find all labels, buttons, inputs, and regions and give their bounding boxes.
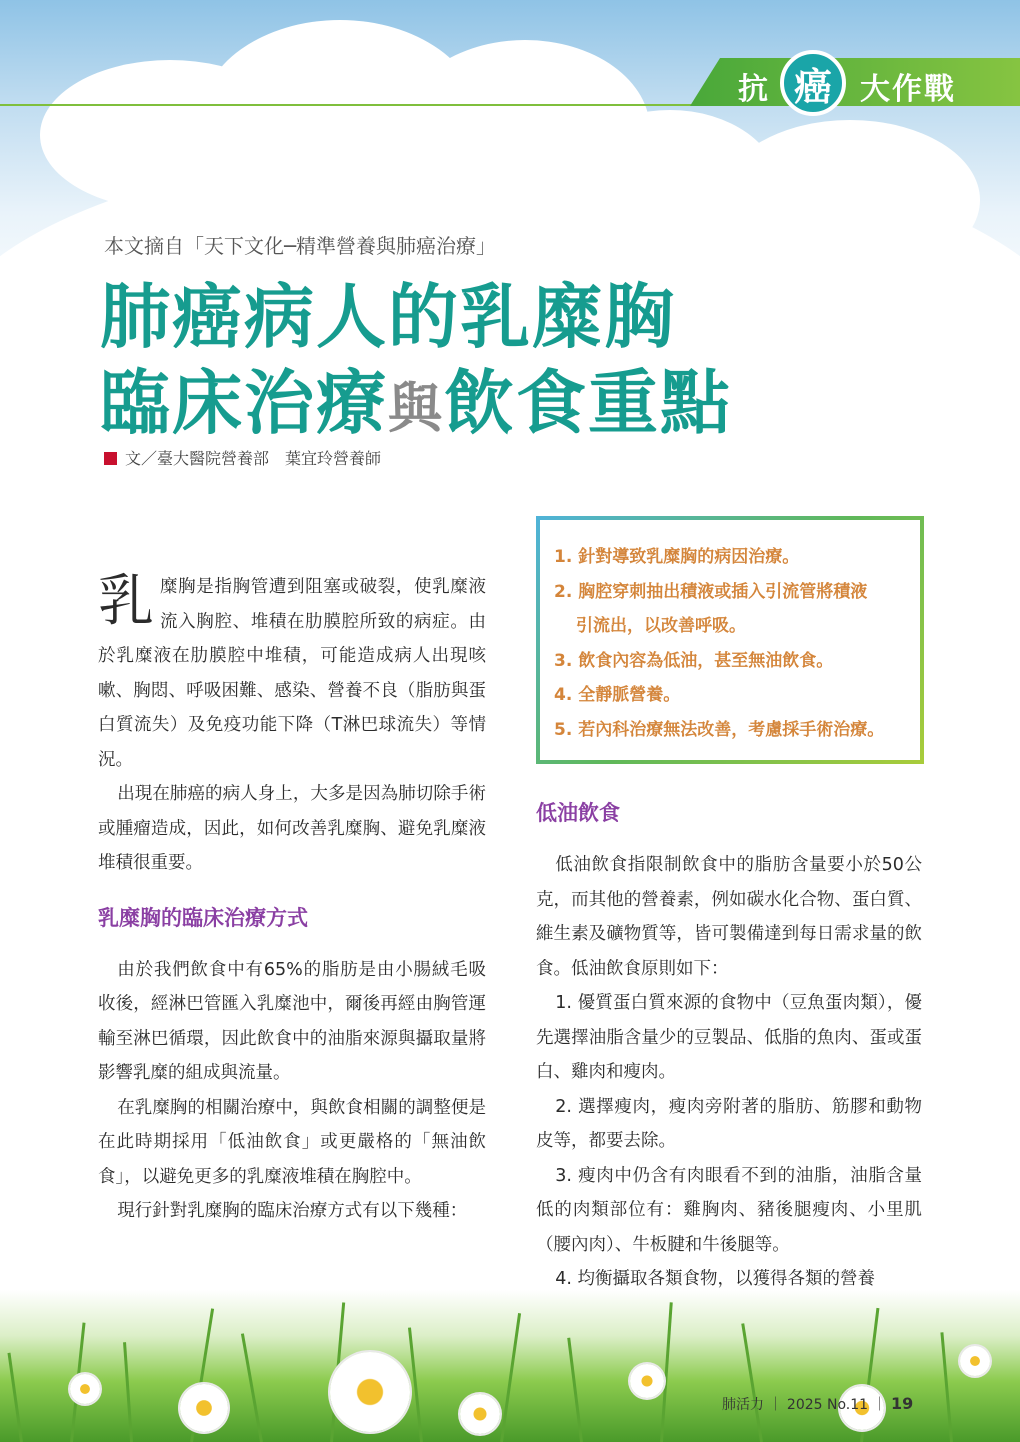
title-connector: 與 [388,377,444,440]
paragraph: 現行針對乳糜胸的臨床治療方式有以下幾種： [117,1201,468,1221]
section-heading: 低油飲食 [536,801,620,825]
daisy-flower [630,1364,664,1398]
page-number: 19 [890,1394,914,1413]
title-part-a: 臨床治療 [100,362,388,444]
article-title [100,274,732,452]
page-footer: 肺活力 ｜ 2025 No.11 ｜ 19 [722,1394,914,1413]
grass-blade [567,1338,583,1442]
left-column [98,570,486,1229]
treatment-list-box [536,516,924,764]
title-line-2 [100,360,732,452]
magazine-name: 肺活力 [722,1397,764,1413]
treatment-item-3: 3. 飲食內容為低油，甚至無油飲食。 [554,650,834,671]
title-part-b: 飲食重點 [444,362,732,444]
daisy-flower [70,1374,100,1404]
paragraph: 2. 選擇瘦肉，瘦肉旁附著的脂肪、筋膠和動物皮等，都要去除。 [536,1096,922,1151]
author-line [104,446,381,469]
source-note: 本文摘自「天下文化─精準營養與肺癌治療」 [104,234,497,258]
issue-number: 2025 No.11 [786,1397,869,1413]
section-badge: 癌 [780,50,846,116]
paragraph: 出現在肺癌的病人身上，大多是因為肺切除手術或腫瘤造成，因此，如何改善乳糜胸、避免乳糜液堆積很重要。 [98,784,486,873]
paragraph: 在乳糜胸的相關治療中，與飲食相關的調整便是在此時期採用「低油飲食」或更嚴格的「無油飲食」，以避免更多的乳糜液堆積在胸腔中。 [98,1097,486,1187]
paragraph-text: 糜胸是指胸管遭到阻塞或破裂，使乳糜液流入胸腔、堆積在肋膜腔所致的病症。由於乳糜液在肋膜腔中堆積，可能造成病人出現咳嗽、胸悶、呼吸困難、感染、營養不良（脂肪與蛋白質流失）及免疫功能下降（T淋巴球流失）等情況。 [98,577,486,770]
grass-blade [741,1323,763,1442]
daisy-flower [180,1384,228,1432]
title-line-1: 肺癌病人的乳糜胸 [100,276,676,358]
section-heading: 乳糜胸的臨床治療方式 [98,905,308,930]
daisy-flower [960,1346,990,1376]
treatment-item-2-cont: 引流出，以改善呼吸。 [576,616,746,636]
author-marker-icon [104,452,117,465]
grass-blade [940,1332,953,1442]
grass-blade [500,1313,521,1442]
paragraph: 低油飲食指限制飲食中的脂肪含量要小於50公克，而其他的營養素，例如碳水化合物、蛋白質、維生素及礦物質等，皆可製備達到每日需求量的飲食。低油飲食原則如下： [536,855,922,979]
grass-blade [241,1333,263,1442]
treatment-item-4: 4. 全靜脈營養。 [554,685,681,705]
right-column [536,792,922,1297]
treatment-item-1: 1. 針對導致乳糜胸的病因治療。 [554,547,800,567]
paragraph: 由於我們飲食中有65%的脂肪是由小腸絨毛吸收後，經淋巴管匯入乳糜池中，爾後再經由胸管運輸至淋巴循環，因此飲食中的油脂來源與攝取量將影響乳糜的組成與流量。 [98,959,486,1083]
author-text: 文／臺大醫院營養部 葉宜玲營養師 [125,449,382,468]
paragraph: 1. 優質蛋白質來源的食物中（豆魚蛋肉類），優先選擇油脂含量少的豆製品、低脂的魚肉、蛋或蛋白、雞肉和瘦肉。 [536,993,922,1082]
treatment-item-5: 5. 若內科治療無法改善，考慮採手術治療。 [554,719,885,740]
section-label-right: 大作戰 [860,72,956,107]
daisy-flower [330,1352,410,1432]
drop-cap: 乳 [98,569,154,634]
grass-blade [408,1327,423,1442]
paragraph [98,570,486,777]
daisy-flower [460,1394,500,1434]
grass-illustration [0,1290,1020,1442]
paragraph: 3. 瘦肉中仍含有肉眼看不到的油脂，油脂含量低的肉類部位有：雞胸肉、豬後腿瘦肉、小里肌（腰內肉）、牛板腱和牛後腿等。 [536,1165,922,1255]
paragraph: 4. 均衡攝取各類食物，以獲得各類的營養 [555,1269,876,1289]
section-label-left: 抗 [738,72,768,107]
grass-blade [123,1342,133,1442]
grass-blade [7,1353,22,1442]
treatment-item-2: 2. 胸腔穿刺抽出積液或插入引流管將積液 [554,581,868,602]
header-rule [0,104,700,106]
